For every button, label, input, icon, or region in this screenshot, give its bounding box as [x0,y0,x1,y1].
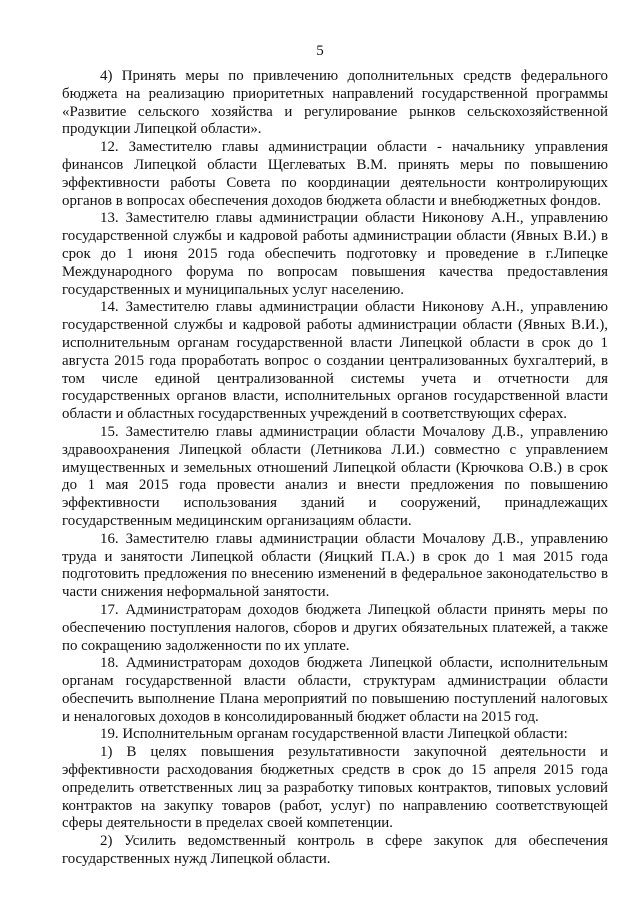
paragraph-19: 19. Исполнительным органам государственной власти Липецкой области: [100,726,568,743]
paragraph-13: 13. Заместителю главы администрации области Никонову А.Н., управлению государственной службы и кадровой работы администрации области (Явных В.И.) в срок до 1 июня 2015 года обеспечить подготовку и проведение в г.Липецке Международного форума по вопросам повышения качества предоставления государственных и муниципальных услуг населению. [62,210,608,298]
paragraph-18: 18. Администраторам доходов бюджета Липецкой области, исполнительным органам государственной власти области, структурам администрации области обеспечить выполнение Плана мероприятий по повышению поступлений налоговых и неналоговых доходов в консолидированный бюджет области на 2015 год. [62,655,608,725]
paragraph-12: 12. Заместителю главы администрации области - начальнику управления финансов Липецкой области Щеглеватых В.М. принять меры по повышению эффективности работы Совета по координации деятельности контролирующих органов в вопросах обеспечения доходов бюджета области и внебюджетных фондов. [62,139,608,209]
document-body [62,68,608,869]
paragraph-14: 14. Заместителю главы администрации области Никонову А.Н., управлению государственной службы и кадровой работы администрации области (Явных В.И.), исполнительным органам государственной власти Липецкой области в срок до 1 августа 2015 года проработать вопрос о создании централизованных бухгалтерий, в том числе единой централизованной системы учета и отчетности для государственных органов власти, исполнительных органов государственной власти области и областных государственных учреждений в соответствующих сферах. [62,299,608,423]
paragraph-16: 16. Заместителю главы администрации области Мочалову Д.В., управлению труда и занятости Липецкой области (Яицкий П.А.) в срок до 1 мая 2015 года подготовить предложения по внесению изменений в федеральное законодательство в части снижения неформальной занятости. [62,530,608,601]
paragraph-4-item-4: 4) Принять меры по привлечению дополнительных средств федерального бюджета на реализацию приоритетных направлений государственной программы «Развитие сельского хозяйства и регулирование рынков сельскохозяйственной продукции Липецкой области». [62,68,608,138]
paragraph-19-item-1: 1) В целях повышения результативности закупочной деятельности и эффективности расходования бюджетных средств в срок до 15 апреля 2015 года определить ответственных лиц за разработку типовых контрактов, типовых условий контрактов на закупку товаров (работ, услуг) по направлению соответствующей сферы деятельности в пределах своей компетенции. [62,744,608,832]
paragraph-19-item-2: 2) Усилить ведомственный контроль в сфере закупок для обеспечения государственных нужд Липецкой области. [62,833,608,868]
page-number: 5 [316,43,324,59]
paragraph-17: 17. Администраторам доходов бюджета Липецкой области принять меры по обеспечению поступления налогов, сборов и других обязательных платежей, а также по сокращению задолженности по их уплате. [62,601,608,654]
paragraph-15: 15. Заместителю главы администрации области Мочалову Д.В., управлению здравоохранения Липецкой области (Летникова Л.И.) совместно с управлением имущественных и земельных отношений Липецкой области (Крючкова О.В.) в срок до 1 мая 2015 года провести анализ и внести предложения по повышению эффективности использования зданий и сооружений, принадлежащих государственным медицинским организациям области. [62,423,608,529]
